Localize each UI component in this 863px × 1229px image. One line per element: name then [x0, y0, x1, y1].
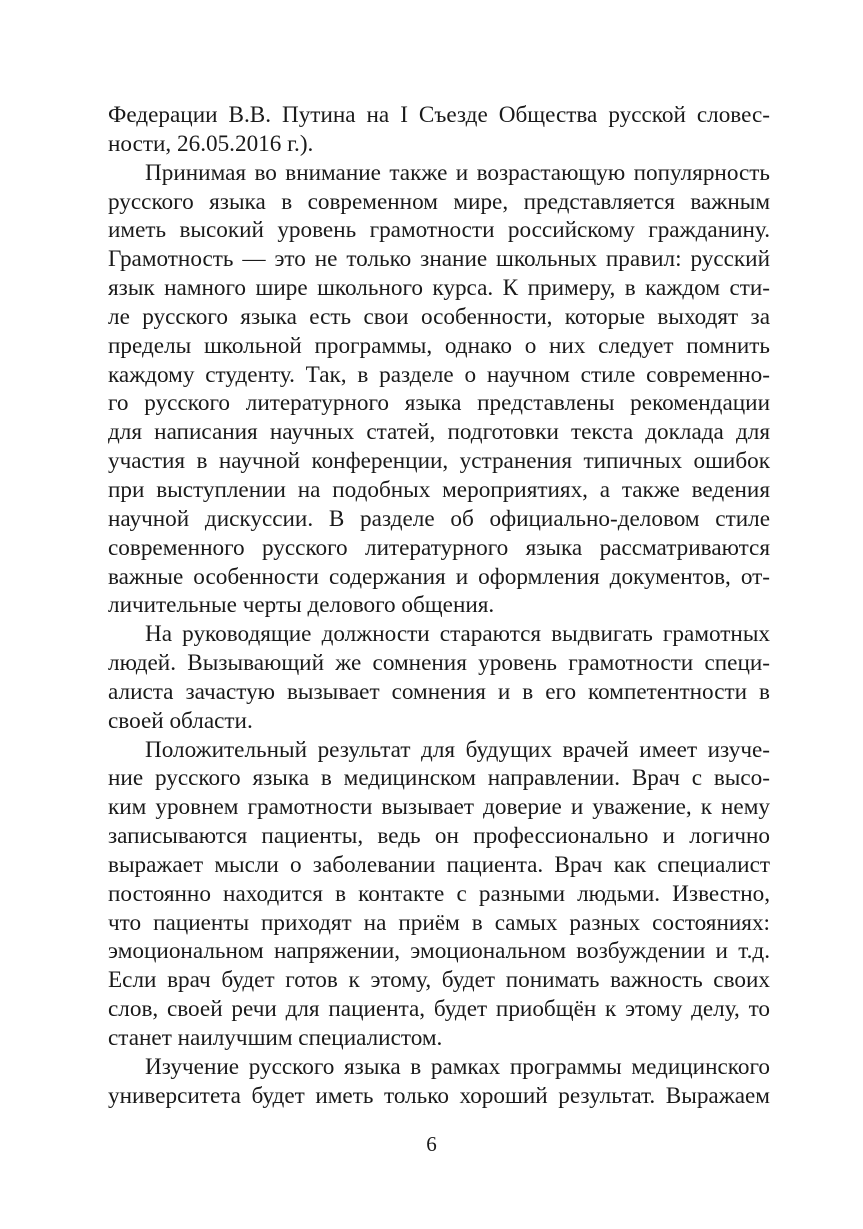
text-line: слов, своей речи для пациента, будет приобщён к этому делу, то: [108, 996, 770, 1023]
page-number: 6: [426, 1132, 437, 1156]
text-line: ким уровнем грамотности вызывает доверие и уважение, к нему: [108, 794, 770, 821]
text-line: русского языка в современном мире, представляется важным: [108, 188, 770, 215]
text-line: иметь высокий уровень грамотности российскому гражданину.: [108, 217, 770, 244]
text-line: Федерации В.В. Путина на I Съезде Общества русской словес-: [108, 102, 770, 128]
body-text: [108, 101, 770, 1111]
text-line: пределы школьной программы, однако о них следует помнить: [108, 332, 770, 359]
text-line: современного русского литературного языка рассматриваются: [108, 534, 770, 561]
text-line: алиста зачастую вызывает сомнения и в его компетентности в: [108, 678, 770, 705]
text-line: го русского литературного языка представлены рекомендации: [108, 390, 770, 417]
text-line: Изучение русского языка в рамках программы медицинского: [145, 1053, 770, 1080]
text-line: важные особенности содержания и оформления документов, от-: [108, 563, 770, 590]
document-page: [108, 101, 770, 1111]
text-line: каждому студенту. Так, в разделе о научном стиле современно-: [108, 361, 770, 388]
text-line: эмоциональном напряжении, эмоциональном возбуждении и т.д.: [108, 938, 770, 965]
text-line: На руководящие должности стараются выдвигать грамотных: [145, 621, 770, 648]
text-line: выражает мысли о заболевании пациента. Врач как специалист: [108, 851, 770, 878]
text-line: при выступлении на подобных мероприятиях, а также ведения: [108, 476, 770, 503]
paragraph: [108, 620, 770, 735]
paragraph: [108, 159, 770, 621]
text-line: ности, 26.05.2016 г.).: [108, 130, 314, 157]
text-line: университета будет иметь только хороший результат. Выражаем: [108, 1082, 770, 1109]
text-line: Принимая во внимание также и возрастающую популярность: [145, 159, 770, 186]
text-line: Грамотность — это не только знание школьных правил: русский: [108, 246, 770, 273]
text-line: ние русского языка в медицинском направлении. Врач с высо-: [108, 765, 770, 792]
text-line: что пациенты приходят на приём в самых разных состояниях:: [108, 909, 770, 936]
text-line: участия в научной конференции, устранения типичных ошибок: [108, 448, 770, 475]
text-line: для написания научных статей, подготовки текста доклада для: [108, 419, 770, 446]
text-line: научной дискуссии. В разделе об официально-деловом стиле: [108, 505, 770, 532]
text-line: людей. Вызывающий же сомнения уровень грамотности специ-: [108, 650, 770, 677]
text-line: записываются пациенты, ведь он профессионально и логично: [108, 823, 770, 850]
text-line: личительные черты делового общения.: [108, 592, 495, 619]
text-line: станет наилучшим специалистом.: [108, 1025, 443, 1051]
paragraph: [108, 1053, 770, 1111]
text-line: ле русского языка есть свои особенности, которые выходят за: [108, 303, 770, 330]
text-line: Если врач будет готов к этому, будет понимать важность своих: [108, 967, 770, 994]
text-line: Положительный результат для будущих врачей имеет изуче-: [145, 736, 770, 763]
text-line: своей области.: [108, 707, 253, 734]
text-line: язык намного шире школьного курса. К примеру, в каждом сти-: [108, 275, 770, 302]
paragraph: [108, 101, 770, 159]
paragraph: [108, 736, 770, 1053]
text-line: постоянно находится в контакте с разными людьми. Известно,: [108, 880, 770, 907]
